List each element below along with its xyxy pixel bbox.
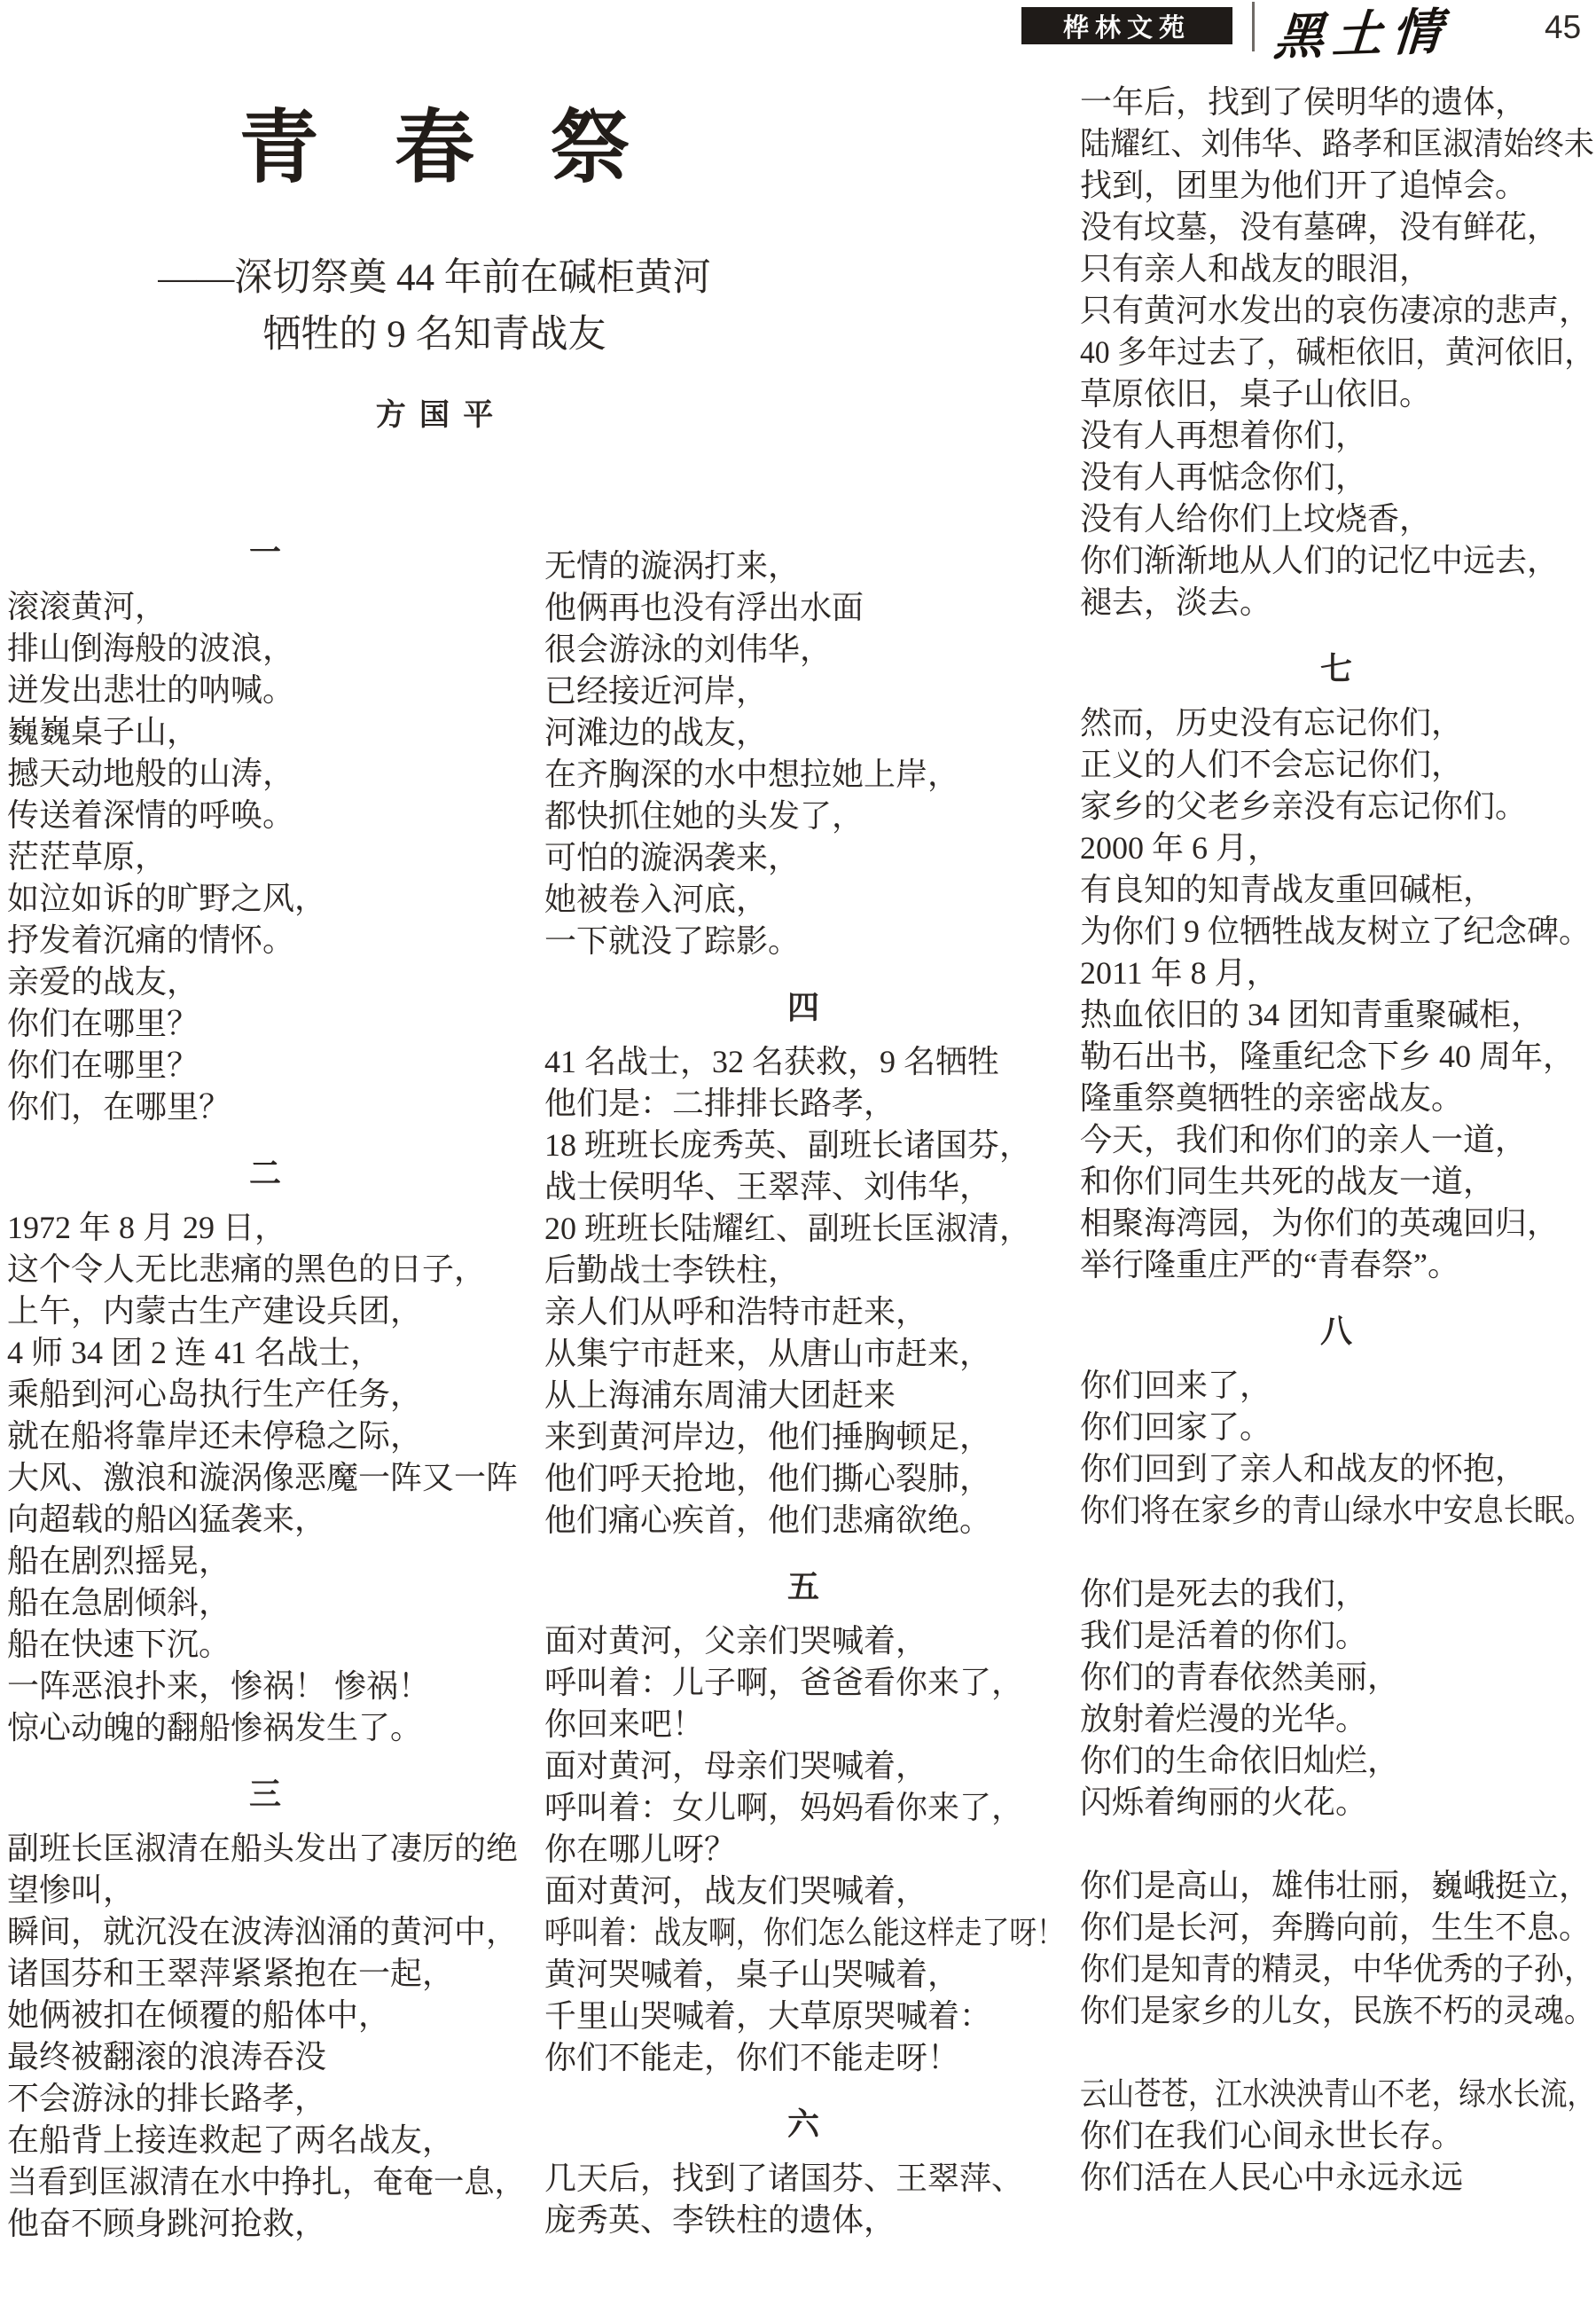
poem-line: 20 班班长陆耀红、副班长匡淑清， [544,1211,1032,1246]
poem-line: 来到黄河岸边，他们捶胸顿足， [544,1419,992,1455]
poem-line: 千里山哭喊着，大草原哭喊着： [544,1998,992,2034]
poem-line: 2011 年 8 月， [1080,955,1279,991]
poem-line: 你们将在家乡的青山绿水中安息长眠。 [1080,1493,1595,1528]
poem-line: 惊心动魄的翻船惨祸发生了。 [7,1710,423,1745]
poem-line: 没有坟墓，没有墓碑，没有鲜花， [1080,209,1560,245]
poem-line: 相聚海湾园，为你们的英魂回归， [1080,1205,1560,1241]
poem-line: 你回来吧！ [544,1706,705,1742]
title-block [44,105,825,434]
poem-line: 没有人给你们上坟烧香， [1080,501,1432,537]
poem-line: 你在哪儿呀？ [544,1831,737,1867]
poem-line: 草原依旧，桌子山依旧。 [1080,376,1432,412]
poem-line: 面对黄河，母亲们哭喊着， [544,1748,928,1784]
poem-line: 黄河哭喊着，桌子山哭喊着， [544,1957,960,1992]
poem-line: 船在剧烈摇晃， [7,1543,231,1579]
poem-line: 大风、激浪和漩涡像恶魔一阵又一阵 [7,1460,519,1495]
poem-line: 已经接近河岸， [544,673,769,709]
poem-line: 茫茫草原， [7,839,168,874]
poem-line: 放射着烂漫的光华。 [1080,1701,1368,1737]
poem-line: 他们痛心疾首，他们悲痛欲绝。 [544,1502,992,1538]
poem-line: 1972 年 8 月 29 日， [7,1210,287,1245]
section-heading: 八 [1319,1314,1354,1349]
poem-line: 不会游泳的排长路孝， [7,2081,327,2116]
header-divider [1252,2,1255,51]
poem-line: 云山苍苍，江水泱泱青山不老，绿水长流， [1080,2076,1595,2112]
poem-line: 向超载的船凶猛袭来， [7,1502,327,1537]
poem-line: 庞秀英、李铁柱的遗体， [544,2202,896,2238]
poem-line: 你们渐渐地从人们的记忆中远去， [1080,543,1560,578]
poem-line: 望惨叫， [7,1872,136,1908]
poem-line: 你们不能走，你们不能走呀！ [544,2040,960,2075]
poem-author: 方国平 [375,399,507,432]
poem-line: 没有人再想着你们， [1080,418,1368,453]
poem-line: 41 名战士，32 名获救，9 名牺牲 [544,1044,1000,1079]
poem-line: 上午，内蒙古生产建设兵团， [7,1293,423,1329]
poem-line: 当看到匡淑清在水中挣扎，奄奄一息， [7,2164,526,2200]
poem-line: 只有亲人和战友的眼泪， [1080,251,1432,286]
poem-line: 你们是死去的我们， [1080,1576,1368,1612]
poem-line: 乘船到河心岛执行生产任务， [7,1376,423,1412]
poem-line: 一阵恶浪扑来，惨祸！ 惨祸！ [7,1668,431,1704]
poem-line: 在船背上接连救起了两名战友， [7,2122,455,2158]
stanza-spacer [1080,2032,1594,2074]
poem-line: 无情的漩涡打来， [544,548,801,584]
poem-line: 诸国芬和王翠萍紧紧抱在一起， [7,1956,455,1991]
poem-line: 呼叫着：儿子啊，爸爸看你来了， [544,1665,1024,1700]
poem-line: 滚滚黄河， [7,589,168,624]
poem-line: 勒石出书，隆重纪念下乡 40 周年， [1080,1039,1576,1074]
poem-line: 热血依旧的 34 团知青重聚碱柜， [1080,997,1544,1032]
poem-line: 有良知的知青战友重回碱柜， [1080,872,1496,907]
poem-line: 和你们同生共死的战友一道， [1080,1164,1496,1199]
poem-line: 你们在哪里？ [7,1047,200,1083]
poem-line: 一下就没了踪影。 [544,923,801,959]
section-heading: 六 [786,2106,821,2142]
poem-line: 亲人们从呼和浩特市赶来， [544,1294,928,1329]
poem-line: 面对黄河，父亲们哭喊着， [544,1623,928,1659]
stanza-spacer [1080,1823,1594,1865]
poem-line: 撼天动地般的山涛， [7,756,295,791]
poem-line: 闪烁着绚丽的火花。 [1080,1784,1368,1820]
stanza-spacer [1080,1532,1594,1573]
poem-line: 他奋不顾身跳河抢救， [7,2206,327,2241]
poem-line: 你们的青春依然美丽， [1080,1659,1400,1695]
poem-line: 找到，团里为他们开了追悼会。 [1080,168,1528,203]
poem-subtitle-line2: 牺牲的 9 名知青战友 [262,314,606,356]
section-heading: 三 [248,1776,283,1812]
poem-line: 传送着深情的呼唤。 [7,797,295,833]
section-heading: 七 [1319,651,1354,686]
poem-line: 最终被翻滚的浪涛吞没 [7,2039,327,2074]
poem-line: 面对黄河，战友们哭喊着， [544,1873,928,1909]
poem-subtitle-line1: ——深切祭奠 44 年前在碱柜黄河 [158,257,711,299]
poem-line: 今天，我们和你们的亲人一道， [1080,1122,1528,1157]
poem-line: 可怕的漩涡袭来， [544,840,801,875]
poem-line: 2000 年 6 月， [1080,830,1280,866]
poem-line: 你们是知青的精灵，中华优秀的子孙， [1080,1951,1595,1987]
poem-line: 你们在哪里？ [7,1006,200,1041]
poem-line: 你们的生命依旧灿烂， [1080,1743,1400,1778]
poem-line: 巍巍桌子山， [7,714,200,749]
poem-line: 都快抓住她的头发了， [544,798,864,834]
poem-line: 你们回家了。 [1080,1409,1272,1445]
poem-line: 副班长匡淑清在船头发出了凄厉的绝 [7,1831,519,1866]
section-label-badge [1021,7,1232,44]
poem-line: 船在急剧倾斜， [7,1585,231,1620]
poem-line: 我们是活着的你们。 [1080,1618,1368,1653]
poem-line: 这个令人无比悲痛的黑色的日子， [7,1251,487,1287]
section-heading: 一 [248,535,283,570]
poem-line: 很会游泳的刘伟华， [544,631,833,667]
poem-line: 褪去，淡去。 [1080,584,1272,620]
poem-line: 只有黄河水发出的哀伤凄凉的悲声， [1080,293,1592,328]
poem-line: 他们是：二排排长路孝， [544,1086,896,1121]
poem-column-1 [7,532,525,2245]
poem-line: 他们呼天抢地，他们撕心裂肺， [544,1461,992,1496]
poem-line: 呼叫着：女儿啊，妈妈看你来了， [544,1790,1024,1825]
poem-title: 青春祭 [239,105,706,192]
poem-line: 你们是长河，奔腾向前，生生不息。 [1080,1910,1592,1945]
poem-line: 4 师 34 团 2 连 41 名战士， [7,1335,383,1370]
poem-line: 呼叫着：战友啊，你们怎么能这样走了呀！ [544,1915,1065,1950]
poem-line: 你们是高山，雄伟壮丽，巍峨挺立， [1080,1868,1592,1903]
magazine-brand-calligraphy: 黑土情 [1271,4,1452,67]
poem-line: 然而，历史没有忘记你们， [1080,705,1464,741]
poem-line: 举行隆重庄严的“青春祭”。 [1080,1247,1459,1282]
poem-line: 船在快速下沉。 [7,1627,231,1662]
poem-line: 她俩被扣在倾覆的船体中， [7,1997,391,2033]
poem-line: 几天后，找到了诸国芬、王翠萍、 [544,2161,1024,2196]
poem-line: 隆重祭奠牺牲的亲密战友。 [1080,1080,1464,1116]
poem-line: 后勤战士李铁柱， [544,1252,801,1288]
poem-line: 你们回到了亲人和战友的怀抱， [1080,1451,1528,1486]
poem-line: 你们回来了， [1080,1368,1272,1403]
poem-line: 她被卷入河底， [544,882,769,917]
page-number: 45 [1545,9,1582,45]
poem-line: 如泣如诉的旷野之风， [7,881,327,916]
poem-line: 40 多年过去了，碱柜依旧，黄河依旧， [1080,334,1595,370]
poem-line: 从上海浦东周浦大团赶来 [544,1377,896,1413]
section-heading: 二 [248,1156,283,1191]
poem-line: 为你们 9 位牺牲战友树立了纪念碑。 [1080,914,1592,949]
poem-line: 他俩再也没有浮出水面 [544,590,864,625]
poem-line: 河滩边的战友， [544,715,769,750]
poem-line: 你们在我们心间永世长存。 [1080,2118,1464,2153]
poem-line: 瞬间，就沉没在波涛汹涌的黄河中， [7,1914,519,1949]
poem-line: 迸发出悲壮的呐喊。 [7,672,295,708]
poem-line: 战士侯明华、王翠萍、刘伟华， [544,1169,992,1204]
poem-line: 排山倒海般的波浪， [7,631,295,666]
section-heading: 五 [786,1569,821,1604]
poem-line: 正义的人们不会忘记你们， [1080,747,1464,782]
poem-line: 亲爱的战友， [7,964,200,1000]
poem-line: 没有人再惦念你们， [1080,459,1368,495]
poem-line: 家乡的父老乡亲没有忘记你们。 [1080,788,1528,824]
section-label: 桦林文苑 [1062,13,1191,43]
poem-line: 你们，在哪里？ [7,1089,231,1125]
poem-line: 你们活在人民心中永远永远 [1080,2160,1464,2195]
poem-line: 就在船将靠岸还未停稳之际， [7,1418,423,1454]
poem-line: 从集宁市赶来，从唐山市赶来， [544,1336,992,1371]
poem-line: 抒发着沉痛的情怀。 [7,922,295,958]
section-heading: 四 [786,990,821,1025]
poem-line: 一年后，找到了侯明华的遗体， [1080,84,1528,120]
poem-column-2 [544,545,1064,2241]
poem-line: 在齐胸深的水中想拉她上岸， [544,757,960,792]
poem-column-3 [1080,82,1594,2199]
poem-line: 你们是家乡的儿女，民族不朽的灵魂。 [1080,1993,1595,2028]
poem-line: 陆耀红、刘伟华、路孝和匡淑清始终未 [1080,126,1595,161]
poem-line: 18 班班长庞秀英、副班长诸国芬， [544,1127,1032,1163]
